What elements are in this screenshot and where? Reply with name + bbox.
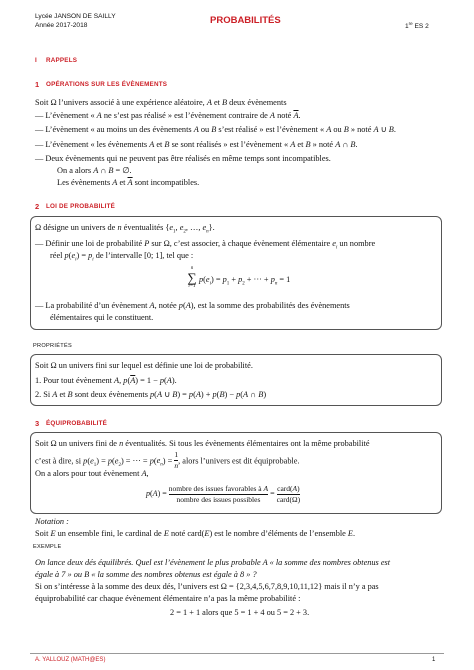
section2-title: LOI DE PROBABILITÉ [46,203,116,210]
page-title: PROBABILITÉS [210,15,281,26]
footer-rule [30,653,444,654]
section1-item-union: — L’évènement « au moins un des évènements A ou B s’est réalisé » est l’évènement « A ou B » noté A ∪ B. [35,125,396,134]
definition-law-line1: — Définir une loi de probabilité P sur Ω, c’est associer, à chaque évènement élémentaire $e_i$ un nombre [35,239,376,251]
section1-intro: Soit Ω l’univers associé à une expérience aléatoire, A et B deux évènements [35,98,287,107]
section2-number: 2 [35,202,40,211]
example-answer-line3: 2 = 1 + 1 alors que 5 = 1 + 4 ou 5 = 2 + 3. [170,608,310,617]
section3-title: ÉQUIPROBABILITÉ [46,420,108,427]
section1-title: OPÉRATIONS SUR LES ÉVÈNEMENTS [46,81,168,88]
property-union: 2. Si A et B sont deux évènements p(A ∪ B) = p(A) + p(B) − p(A ∩ B) [35,390,267,399]
example-question-line2: égale à 7 » ou B « la somme des nombres obtenus est égale à 8 » ? [35,570,257,579]
school-year: Année 2017-2018 [35,22,88,29]
footer-author: A. YALLOUZ (MATH@ES) [35,657,106,663]
example-question-line1: On lance deux dés équilibrés. Quel est l’évènement le plus probable A « la somme des nombres obtenus est [35,558,391,567]
part-title: RAPPELS [46,57,78,64]
example-label: EXEMPLE [33,544,62,550]
definition-universe: Ω désigne un univers de n éventualités {$e_1$, $e_2$, …, $e_n$}. [35,223,215,235]
definition-law-line2: réel $p(e_i) = p_i$ de l’intervalle [0; 1], tel que : [50,251,194,263]
example-answer-line2: équiprobabilité car chaque évènement élémentaire n’a pas la même probabilité : [35,594,301,603]
equiprobability-line3: On a alors pour tout évènement A, [35,469,149,478]
section1-item-complement: — L’évènement « A ne s’est pas réalisé » est l’évènement contraire de A noté $\overline{A}$. [35,111,301,120]
school-name: Lycée JANSON DE SAILLY [35,13,116,20]
notation-label: Notation : [35,517,69,526]
properties-label: PROPRIÉTÉS [33,343,73,349]
properties-intro: Soit Ω un univers fini sur lequel est définie une loi de probabilité. [35,361,253,370]
section1-number: 1 [35,80,40,89]
page-number: 1 [432,657,436,663]
equiprobability-formula: p(A) = $\frac{\text{nombre des issues favorables à A}}{\text{nombre des issues possibles}}$ = $\frac{\text{card(A)}}{\text{card(Ω)}}$ [146,484,301,504]
part-number: I [35,57,37,64]
sum-symbol: n ∑ i=1 [187,266,197,289]
example-answer-line1: Si on s’intéresse à la somme des deux dés, l’univers est Ω = {2,3,4,5,6,7,8,9,10,11,12} mais il n’y a pas [35,582,379,591]
class-name: 1re ES 2 [405,21,429,31]
equiprobability-line1: Soit Ω un univers fini de n éventualités. Si tous les évènements élémentaires ont la même probabilité [35,439,370,448]
section1-empty-intersection: On a alors A ∩ B = ∅. [57,166,132,175]
section1-item-incompatible: — Deux évènements qui ne peuvent pas être réalisés en même temps sont incompatibles. [35,154,331,163]
property-complement: 1. Pour tout évènement A, $p(\overline{A}) = 1 - p(A)$. [35,376,177,385]
section1-complement-incompatible: Les évènements A et $\overline{A}$ sont incompatibles. [57,178,200,187]
definition-event-probability-line2: élémentaires qui le constituent. [50,313,154,322]
equiprobability-line2: c’est à dire, si $p(e_1) = p(e_2)$ = ··· = $p(e_n)$ = $\frac{1}{n}$ , alors l’univers est dit équiprobable. [35,450,300,470]
definition-event-probability-line1: — La probabilité d’un évènement A, notée p(A), est la somme des probabilités des évènements [35,301,350,310]
section3-number: 3 [35,419,40,428]
section1-item-intersection: — L’évènement « les évènements A et B se sont réalisés » est l’évènement « A et B » noté A ∩ B. [35,140,358,149]
sum-formula: $p(e_i) = p_1 + p_2$ + ··· + $p_n = 1$ [199,275,291,287]
notation-text: Soit E un ensemble fini, le cardinal de E noté card(E) est le nombre d’éléments de l’ensemble E. [35,529,356,538]
